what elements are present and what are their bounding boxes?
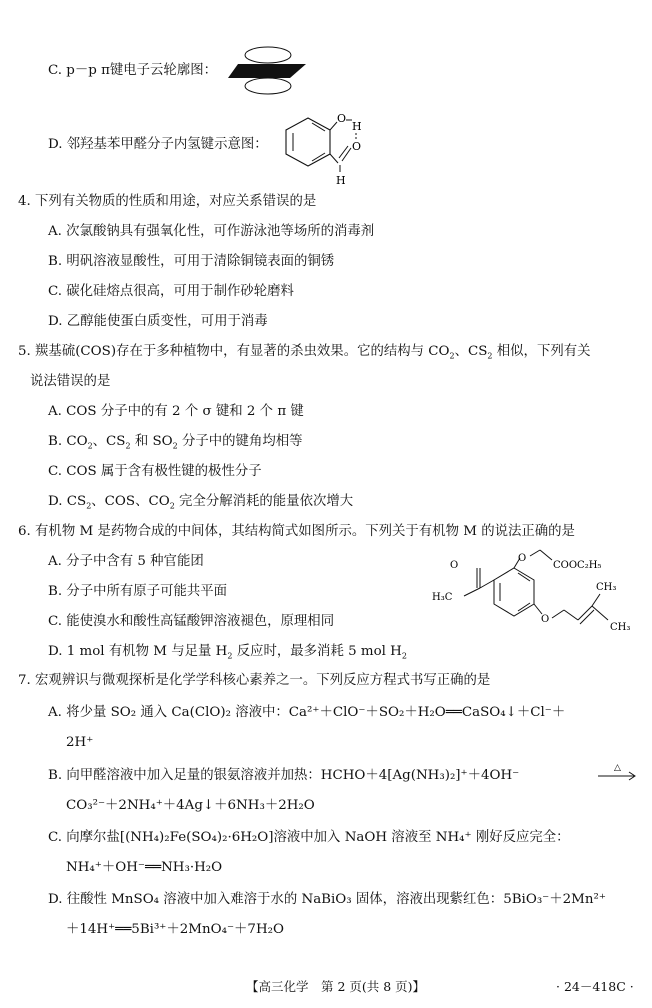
heating-arrow <box>596 761 640 783</box>
svg-text:O: O <box>518 553 527 564</box>
q7-option-d-line1: D. 往酸性 MnSO₄ 溶液中加入难溶于水的 NaBiO₃ 固体，溶液出现紫红色：5BiO₃⁻＋2Mn²⁺ <box>48 892 606 907</box>
q7-option-d-line2: ＋14H⁺══5Bi³⁺＋2MnO₄⁻＋7H₂O <box>66 922 284 937</box>
svg-text:O: O <box>352 140 362 153</box>
q4-option-c: C. 碳化硅熔点很高，可用于制作砂轮磨料 <box>48 284 294 299</box>
q4-stem: 4. 下列有关物质的性质和用途，对应关系错误的是 <box>18 194 317 209</box>
methyl-label: H₃C <box>432 592 453 603</box>
q6-option-c: C. 能使溴水和酸性高锰酸钾溶液褪色，原理相同 <box>48 614 335 629</box>
q5-stem-line1: 5. 羰基硫(COS)存在于多种植物中，有显著的杀虫效果。它的结构与 $CO_2$、$CS_2$ 相似，下列有关 <box>18 344 591 361</box>
q3-option-d: D. 邻羟基苯甲醛分子内氢键示意图： <box>48 137 268 152</box>
q7-option-b-line2: CO₃²⁻＋2NH₄⁺＋4Ag↓＋6NH₃＋2H₂O <box>66 798 315 813</box>
ch3-bottom-label: CH₃ <box>610 622 631 633</box>
page-footer-title: 【高三化学 第 2 页(共 8 页)】 <box>246 979 426 994</box>
heat-symbol: △ <box>614 763 621 773</box>
q7-option-a-line1: A. 将少量 SO₂ 通入 Ca(ClO)₂ 溶液中：Ca²⁺＋ClO⁻＋SO₂＋H₂O══CaSO₄↓＋Cl⁻＋ <box>48 705 566 720</box>
q7-option-c-line1: C. 向摩尔盐[(NH₄)₂Fe(SO₄)₂·6H₂O]溶液中加入 NaOH 溶液至 NH₄⁺ 刚好反应完全： <box>48 830 570 845</box>
q5-option-b: B. $CO_2$、$CS_2$ 和 $SO_2$ 分子中的键角均相等 <box>48 434 303 451</box>
svg-text:H: H <box>336 174 346 186</box>
compound-m-structure <box>432 548 642 648</box>
q4-option-d: D. 乙醇能使蛋白质变性，可用于消毒 <box>48 314 268 329</box>
q4-option-a: A. 次氯酸钠具有强氧化性，可作游泳池等场所的消毒剂 <box>48 224 375 239</box>
q5-stem-line2: 说法错误的是 <box>30 374 111 389</box>
q6-stem: 6. 有机物 M 是药物合成的中间体，其结构简式如图所示。下列关于有机物 M 的说法正确的是 <box>18 524 575 539</box>
q6-option-d: D. 1 mol 有机物 M 与足量 $H_2$ 反应时，最多消耗 5 mol $H_2$ <box>48 644 407 661</box>
svg-text:H: H <box>352 120 362 133</box>
q7-option-c-line2: NH₄⁺＋OH⁻══NH₃·H₂O <box>66 860 223 875</box>
q4-option-b: B. 明矾溶液显酸性，可用于清除铜镜表面的铜锈 <box>48 254 335 269</box>
q7-stem: 7. 宏观辨识与微观探析是化学学科核心素养之一。下列反应方程式书写正确的是 <box>18 673 491 688</box>
svg-text:O: O <box>337 112 347 125</box>
page-footer-code: · 24－418C · <box>556 979 634 994</box>
ch3-top-label: CH₃ <box>596 582 617 593</box>
q7-option-a-line2: 2H⁺ <box>66 735 94 750</box>
q3-option-c: C. p－p π键电子云轮廓图： <box>48 63 217 78</box>
q5-option-c: C. COS 属于含有极性键的极性分子 <box>48 464 262 479</box>
q6-option-a: A. 分子中含有 5 种官能团 <box>48 554 204 569</box>
q6-option-b: B. 分子中所有原子可能共平面 <box>48 584 228 599</box>
q7-option-b-line1: B. 向甲醛溶液中加入足量的银氨溶液并加热：HCHO＋4[Ag(NH₃)₂]⁺＋4OH⁻ <box>48 768 520 783</box>
q5-option-d: D. $CS_2$、COS、$CO_2$ 完全分解消耗的能量依次增大 <box>48 494 354 511</box>
q5-option-a: A. COS 分子中的有 2 个 σ 键和 2 个 π 键 <box>48 404 304 419</box>
pi-bond-orbital-figure <box>228 40 310 96</box>
salicylaldehyde-hbond-figure <box>280 108 375 186</box>
ester-label: COOC₂H₅ <box>553 560 602 571</box>
svg-text:O: O <box>541 614 550 625</box>
svg-text:O: O <box>450 560 459 571</box>
